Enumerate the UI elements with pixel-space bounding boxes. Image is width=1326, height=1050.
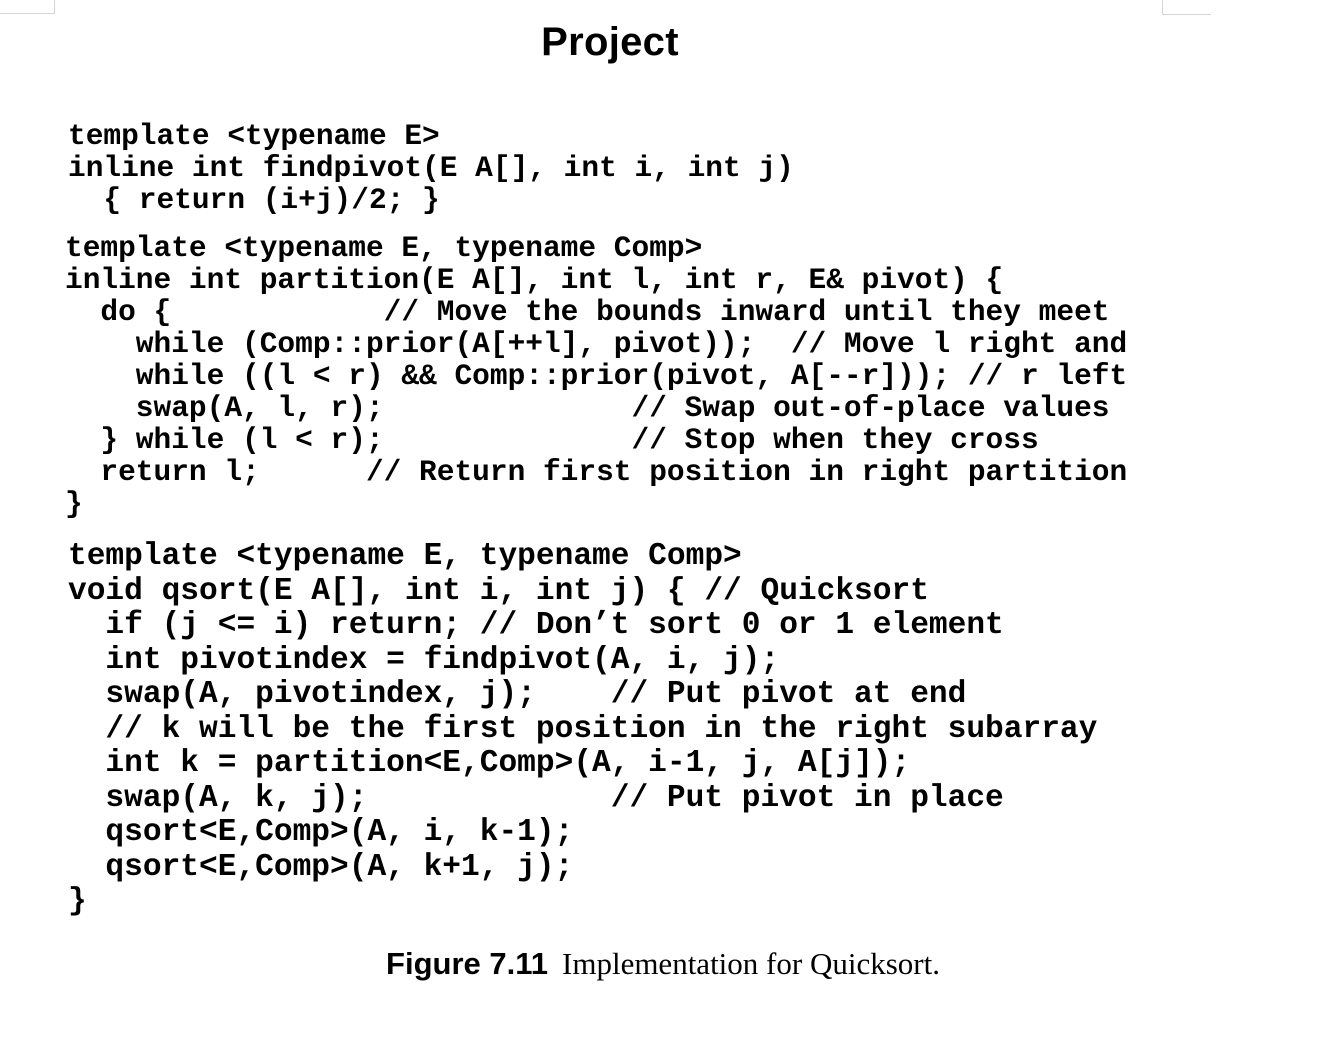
code-line: int pivotindex = findpivot(A, i, j); [68,642,780,678]
figure-text: Implementation for Quicksort. [562,946,940,981]
crop-mark-left [0,0,55,14]
code-line: do { // Move the bounds inward until they meet [65,295,1110,329]
code-line: } [68,884,87,919]
figure-label: Figure 7.11 [386,946,549,981]
code-line: swap(A, pivotindex, j); // Put pivot at end [68,677,967,712]
code-line: return l; // Return first position in right partition [65,455,1128,489]
code-line: } [65,487,83,521]
code-line: qsort<E,Comp>(A, k+1, j); [68,849,574,885]
code-line: template <typename E, typename Comp> [65,231,703,265]
code-line: while (Comp::prior(A[++l], pivot)); // Move l right and [65,327,1128,361]
code-line: template <typename E> [68,119,440,153]
code-line: void qsort(E A[], int i, int j) { // Quicksort [68,573,929,609]
page-title: Project [541,20,679,64]
figure-caption [0,944,1326,984]
code-line: int k = partition<E,Comp>(A, i-1, j, A[j]); [68,746,911,781]
code-line: swap(A, k, j); // Put pivot in place [68,780,1004,816]
code-line: qsort<E,Comp>(A, i, k-1); [68,815,574,850]
code-block-partition [65,232,1127,520]
code-line: { return (i+j)/2; } [68,183,440,217]
code-line: } while (l < r); // Stop when they cross [65,423,1039,457]
crop-mark-right [1162,0,1211,15]
code-line: // k will be the first position in the right subarray [68,711,1098,747]
code-line: template <typename E, typename Comp> [68,539,742,574]
code-line: inline int partition(E A[], int l, int r, E& pivot) { [65,263,1004,297]
code-line: swap(A, l, r); // Swap out-of-place values [65,391,1110,425]
code-line: inline int findpivot(E A[], int i, int j) [68,151,794,185]
code-line: while ((l < r) && Comp::prior(pivot, A[--r])); // r left [65,359,1128,393]
code-block-qsort [68,540,1097,920]
code-line: if (j <= i) return; // Don’t sort 0 or 1 element [68,608,1004,643]
code-block-findpivot [68,120,794,216]
